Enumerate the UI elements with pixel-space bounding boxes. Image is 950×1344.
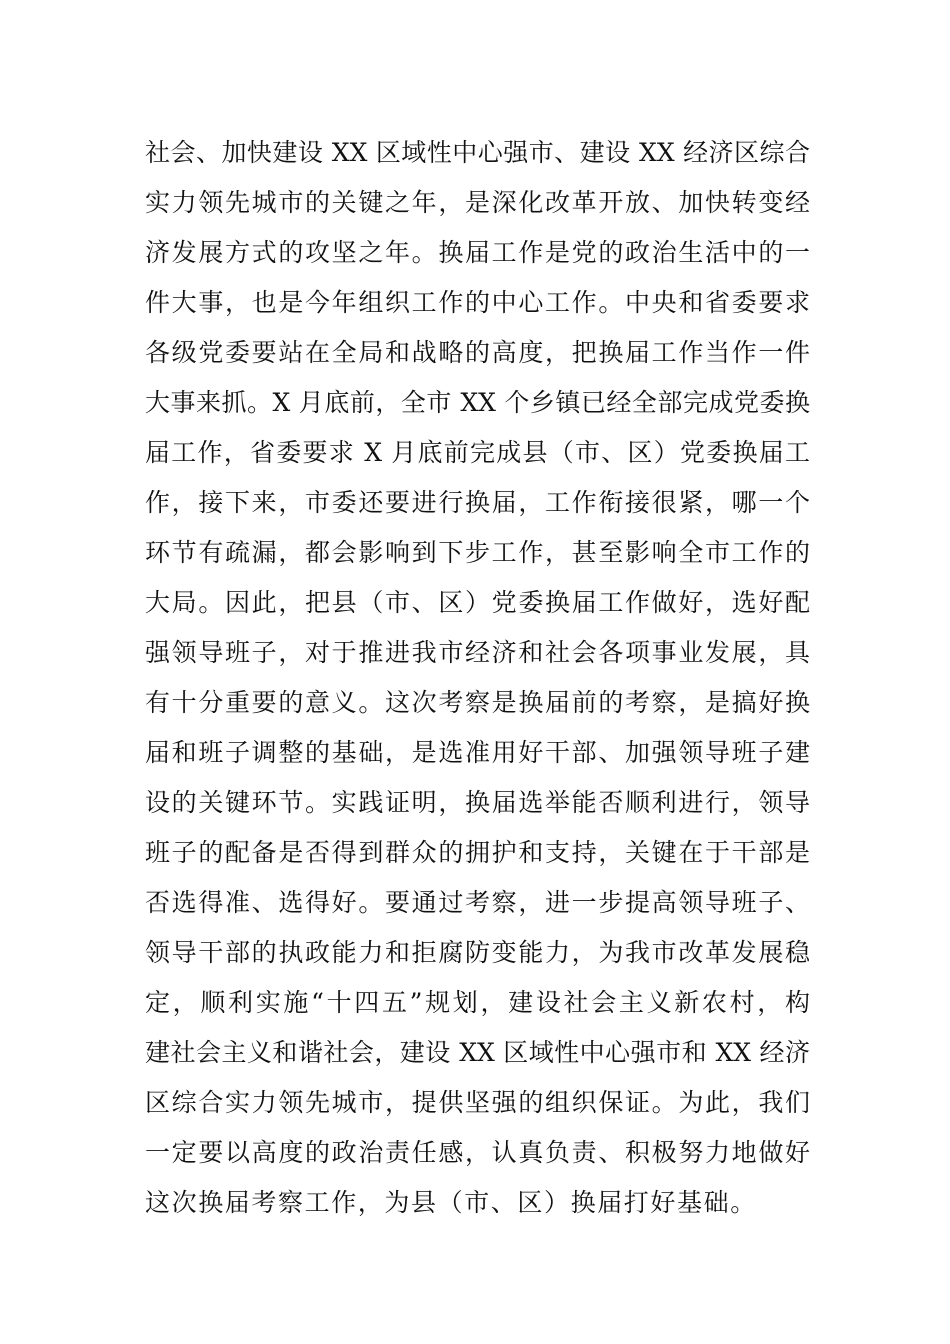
paragraph-line: 大事来抓。X 月底前，全市 XX 个乡镇已经全部完成党委换 — [145, 388, 810, 417]
paragraph-line: 有十分重要的意义。这次考察是换届前的考察，是搞好换 — [145, 688, 810, 717]
paragraph-line: 各级党委要站在全局和战略的高度，把换届工作当作一件 — [145, 338, 810, 367]
paragraph-line: 否选得准、选得好。要通过考察，进一步提高领导班子、 — [145, 888, 810, 917]
paragraph-line: 届和班子调整的基础，是选准用好干部、加强领导班子建 — [145, 738, 810, 767]
paragraph-line: 济发展方式的攻坚之年。换届工作是党的政治生活中的一 — [145, 238, 810, 267]
paragraph-line: 强领导班子，对于推进我市经济和社会各项事业发展，具 — [145, 638, 810, 667]
paragraph-line: 班子的配备是否得到群众的拥护和支持，关键在于干部是 — [145, 838, 810, 867]
paragraph-line: 设的关键环节。实践证明，换届选举能否顺利进行，领导 — [145, 788, 810, 817]
paragraph-line: 环节有疏漏，都会影响到下步工作，甚至影响全市工作的 — [145, 538, 810, 567]
paragraph-line: 实力领先城市的关键之年，是深化改革开放、加快转变经 — [145, 188, 810, 217]
paragraph-line: 届工作，省委要求 X 月底前完成县（市、区）党委换届工 — [145, 438, 810, 467]
paragraph-line: 定，顺利实施“十四五”规划，建设社会主义新农村，构 — [145, 988, 810, 1017]
paragraph-line-last: 这次换届考察工作，为县（市、区）换届打好基础。 — [145, 1188, 757, 1217]
paragraph-line: 建社会主义和谐社会，建设 XX 区域性中心强市和 XX 经济 — [145, 1038, 810, 1067]
paragraph-line: 一定要以高度的政治责任感，认真负责、积极努力地做好 — [145, 1138, 810, 1167]
body-paragraph — [145, 128, 810, 1228]
paragraph-line: 区综合实力领先城市，提供坚强的组织保证。为此，我们 — [145, 1088, 810, 1117]
paragraph-line: 领导干部的执政能力和拒腐防变能力，为我市改革发展稳 — [145, 938, 810, 967]
paragraph-line: 件大事，也是今年组织工作的中心工作。中央和省委要求 — [145, 288, 810, 317]
paragraph-line: 大局。因此，把县（市、区）党委换届工作做好，选好配 — [145, 588, 810, 617]
paragraph-line: 作，接下来，市委还要进行换届，工作衔接很紧，哪一个 — [145, 488, 810, 517]
paragraph-line: 社会、加快建设 XX 区域性中心强市、建设 XX 经济区综合 — [145, 138, 810, 167]
